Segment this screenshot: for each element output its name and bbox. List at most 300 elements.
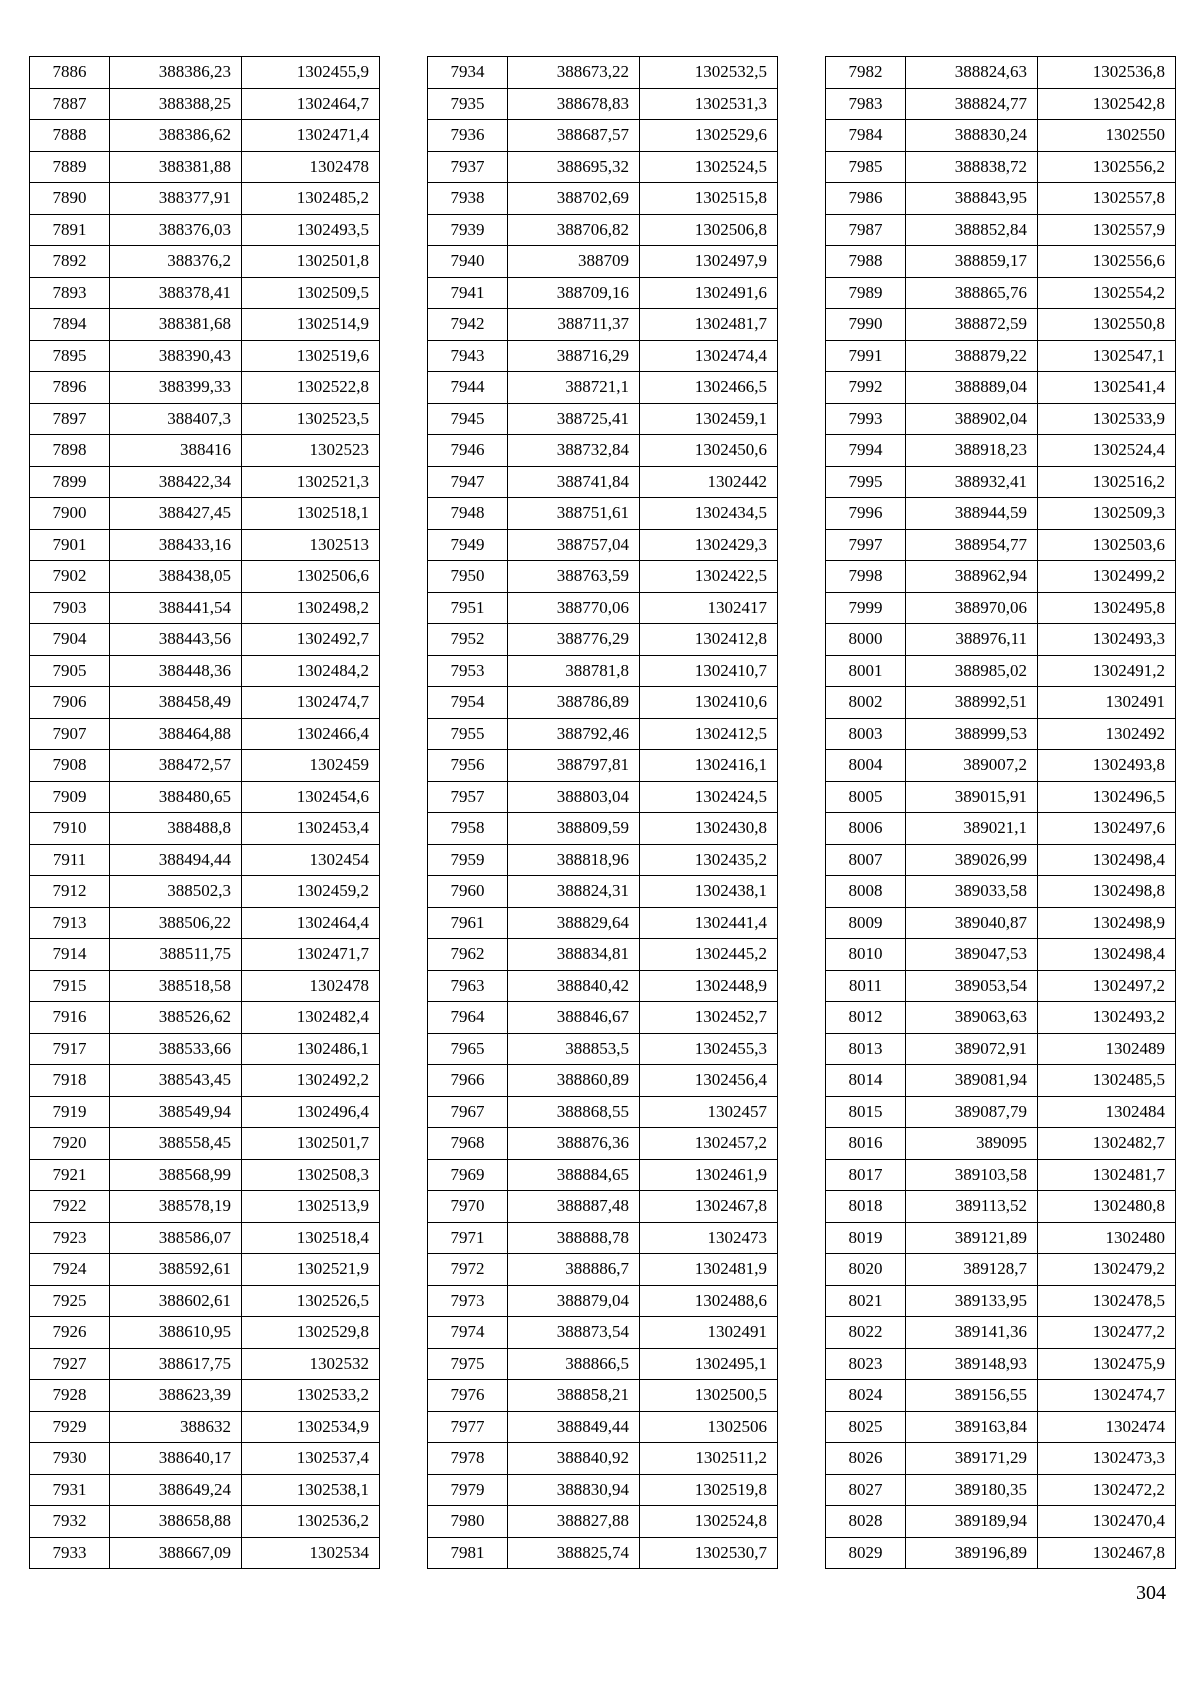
point-number-cell: 7955: [428, 718, 508, 750]
y-coordinate-cell: 1302461,9: [640, 1159, 778, 1191]
table-row: [826, 1537, 1176, 1569]
y-coordinate-cell: 1302511,2: [640, 1443, 778, 1475]
y-coordinate-cell: 1302515,8: [640, 183, 778, 215]
x-coordinate-cell: 388757,04: [508, 529, 640, 561]
x-coordinate-cell: 388506,22: [110, 907, 242, 939]
table-row: [30, 781, 380, 813]
y-coordinate-cell: 1302499,2: [1038, 561, 1176, 593]
table-row: [826, 57, 1176, 89]
point-number-cell: 7998: [826, 561, 906, 593]
table-row: [826, 466, 1176, 498]
x-coordinate-cell: 388976,11: [906, 624, 1038, 656]
point-number-cell: 8008: [826, 876, 906, 908]
point-number-cell: 7979: [428, 1474, 508, 1506]
point-number-cell: 7918: [30, 1065, 110, 1097]
y-coordinate-cell: 1302486,1: [242, 1033, 380, 1065]
point-number-cell: 7975: [428, 1348, 508, 1380]
y-coordinate-cell: 1302474,7: [1038, 1380, 1176, 1412]
table-row: [826, 529, 1176, 561]
x-coordinate-cell: 388840,92: [508, 1443, 640, 1475]
x-coordinate-cell: 388687,57: [508, 120, 640, 152]
table-row: [826, 1380, 1176, 1412]
table-row: [826, 624, 1176, 656]
table-row: [826, 1443, 1176, 1475]
y-coordinate-cell: 1302488,6: [640, 1285, 778, 1317]
y-coordinate-cell: 1302491,2: [1038, 655, 1176, 687]
x-coordinate-cell: 388658,88: [110, 1506, 242, 1538]
point-number-cell: 7939: [428, 214, 508, 246]
y-coordinate-cell: 1302452,7: [640, 1002, 778, 1034]
x-coordinate-cell: 388876,36: [508, 1128, 640, 1160]
x-coordinate-cell: 388533,66: [110, 1033, 242, 1065]
y-coordinate-cell: 1302524,8: [640, 1506, 778, 1538]
point-number-cell: 8002: [826, 687, 906, 719]
table-row: [428, 466, 778, 498]
point-number-cell: 7900: [30, 498, 110, 530]
x-coordinate-cell: 388422,34: [110, 466, 242, 498]
x-coordinate-cell: 388716,29: [508, 340, 640, 372]
table-row: [30, 970, 380, 1002]
y-coordinate-cell: 1302524,5: [640, 151, 778, 183]
x-coordinate-cell: 388827,88: [508, 1506, 640, 1538]
table-row: [826, 781, 1176, 813]
table-row: [826, 939, 1176, 971]
y-coordinate-cell: 1302513: [242, 529, 380, 561]
x-coordinate-cell: 388378,41: [110, 277, 242, 309]
x-coordinate-cell: 389087,79: [906, 1096, 1038, 1128]
point-number-cell: 7909: [30, 781, 110, 813]
x-coordinate-cell: 388741,84: [508, 466, 640, 498]
x-coordinate-cell: 388623,39: [110, 1380, 242, 1412]
point-number-cell: 7917: [30, 1033, 110, 1065]
table-row: [428, 340, 778, 372]
x-coordinate-cell: 389196,89: [906, 1537, 1038, 1569]
y-coordinate-cell: 1302493,3: [1038, 624, 1176, 656]
table-row: [428, 1317, 778, 1349]
x-coordinate-cell: 389040,87: [906, 907, 1038, 939]
table-row: [30, 624, 380, 656]
x-coordinate-cell: 388610,95: [110, 1317, 242, 1349]
table-row: [30, 277, 380, 309]
table-row: [826, 1254, 1176, 1286]
point-number-cell: 7914: [30, 939, 110, 971]
y-coordinate-cell: 1302492,7: [242, 624, 380, 656]
x-coordinate-cell: 388803,04: [508, 781, 640, 813]
table-row: [428, 1506, 778, 1538]
table-row: [826, 655, 1176, 687]
y-coordinate-cell: 1302453,4: [242, 813, 380, 845]
x-coordinate-cell: 388818,96: [508, 844, 640, 876]
x-coordinate-cell: 388970,06: [906, 592, 1038, 624]
table-row: [826, 88, 1176, 120]
y-coordinate-cell: 1302522,8: [242, 372, 380, 404]
y-coordinate-cell: 1302455,3: [640, 1033, 778, 1065]
table-row: [30, 750, 380, 782]
point-number-cell: 7959: [428, 844, 508, 876]
point-number-cell: 7983: [826, 88, 906, 120]
table-row: [30, 1254, 380, 1286]
point-number-cell: 8001: [826, 655, 906, 687]
point-number-cell: 7978: [428, 1443, 508, 1475]
table-row: [826, 498, 1176, 530]
table-row: [826, 1033, 1176, 1065]
x-coordinate-cell: 388586,07: [110, 1222, 242, 1254]
y-coordinate-cell: 1302430,8: [640, 813, 778, 845]
point-number-cell: 7973: [428, 1285, 508, 1317]
point-number-cell: 7927: [30, 1348, 110, 1380]
y-coordinate-cell: 1302542,8: [1038, 88, 1176, 120]
table-row: [30, 1159, 380, 1191]
point-number-cell: 7957: [428, 781, 508, 813]
point-number-cell: 7969: [428, 1159, 508, 1191]
y-coordinate-cell: 1302441,4: [640, 907, 778, 939]
y-coordinate-cell: 1302556,6: [1038, 246, 1176, 278]
point-number-cell: 8016: [826, 1128, 906, 1160]
x-coordinate-cell: 388640,17: [110, 1443, 242, 1475]
x-coordinate-cell: 388511,75: [110, 939, 242, 971]
table-row: [428, 718, 778, 750]
point-number-cell: 8025: [826, 1411, 906, 1443]
point-number-cell: 7886: [30, 57, 110, 89]
point-number-cell: 7951: [428, 592, 508, 624]
point-number-cell: 7936: [428, 120, 508, 152]
point-number-cell: 7986: [826, 183, 906, 215]
table-row: [30, 403, 380, 435]
y-coordinate-cell: 1302506,8: [640, 214, 778, 246]
y-coordinate-cell: 1302480,8: [1038, 1191, 1176, 1223]
y-coordinate-cell: 1302473: [640, 1222, 778, 1254]
point-number-cell: 7954: [428, 687, 508, 719]
point-number-cell: 7908: [30, 750, 110, 782]
table-row: [428, 403, 778, 435]
table-row: [30, 214, 380, 246]
table-row: [428, 1254, 778, 1286]
table-row: [826, 1348, 1176, 1380]
point-number-cell: 7967: [428, 1096, 508, 1128]
y-coordinate-cell: 1302412,8: [640, 624, 778, 656]
point-number-cell: 8012: [826, 1002, 906, 1034]
table-row: [826, 403, 1176, 435]
y-coordinate-cell: 1302501,7: [242, 1128, 380, 1160]
y-coordinate-cell: 1302454,6: [242, 781, 380, 813]
x-coordinate-cell: 388388,25: [110, 88, 242, 120]
point-number-cell: 8015: [826, 1096, 906, 1128]
x-coordinate-cell: 388568,99: [110, 1159, 242, 1191]
table-row: [826, 718, 1176, 750]
y-coordinate-cell: 1302503,6: [1038, 529, 1176, 561]
point-number-cell: 7996: [826, 498, 906, 530]
x-coordinate-cell: 388578,19: [110, 1191, 242, 1223]
y-coordinate-cell: 1302523,5: [242, 403, 380, 435]
point-number-cell: 7994: [826, 435, 906, 467]
y-coordinate-cell: 1302498,2: [242, 592, 380, 624]
y-coordinate-cell: 1302467,8: [640, 1191, 778, 1223]
table-row: [428, 1128, 778, 1160]
point-number-cell: 8027: [826, 1474, 906, 1506]
x-coordinate-cell: 389103,58: [906, 1159, 1038, 1191]
table-row: [30, 309, 380, 341]
table-row: [30, 1537, 380, 1569]
point-number-cell: 7937: [428, 151, 508, 183]
x-coordinate-cell: 388721,1: [508, 372, 640, 404]
x-coordinate-cell: 388443,56: [110, 624, 242, 656]
point-number-cell: 8014: [826, 1065, 906, 1097]
y-coordinate-cell: 1302516,2: [1038, 466, 1176, 498]
table-row: [30, 939, 380, 971]
point-number-cell: 7910: [30, 813, 110, 845]
point-number-cell: 7972: [428, 1254, 508, 1286]
table-row: [30, 183, 380, 215]
point-number-cell: 7984: [826, 120, 906, 152]
page-number: 304: [1136, 1582, 1166, 1604]
x-coordinate-cell: 388407,3: [110, 403, 242, 435]
point-number-cell: 7950: [428, 561, 508, 593]
table-row: [826, 907, 1176, 939]
x-coordinate-cell: 389021,1: [906, 813, 1038, 845]
x-coordinate-cell: 388872,59: [906, 309, 1038, 341]
table-row: [826, 1506, 1176, 1538]
table-row: [30, 907, 380, 939]
y-coordinate-cell: 1302471,4: [242, 120, 380, 152]
table-row: [428, 1065, 778, 1097]
y-coordinate-cell: 1302534: [242, 1537, 380, 1569]
point-number-cell: 7907: [30, 718, 110, 750]
point-number-cell: 7902: [30, 561, 110, 593]
point-number-cell: 7919: [30, 1096, 110, 1128]
point-number-cell: 7920: [30, 1128, 110, 1160]
point-number-cell: 7947: [428, 466, 508, 498]
point-number-cell: 7895: [30, 340, 110, 372]
table-row: [428, 844, 778, 876]
y-coordinate-cell: 1302466,4: [242, 718, 380, 750]
y-coordinate-cell: 1302471,7: [242, 939, 380, 971]
table-row: [826, 1411, 1176, 1443]
x-coordinate-cell: 388858,21: [508, 1380, 640, 1412]
y-coordinate-cell: 1302496,4: [242, 1096, 380, 1128]
y-coordinate-cell: 1302519,6: [242, 340, 380, 372]
table-row: [30, 1474, 380, 1506]
table-row: [826, 1317, 1176, 1349]
x-coordinate-cell: 388865,76: [906, 277, 1038, 309]
table-row: [30, 120, 380, 152]
y-coordinate-cell: 1302442: [640, 466, 778, 498]
y-coordinate-cell: 1302496,5: [1038, 781, 1176, 813]
y-coordinate-cell: 1302464,4: [242, 907, 380, 939]
table-row: [428, 1191, 778, 1223]
y-coordinate-cell: 1302459: [242, 750, 380, 782]
x-coordinate-cell: 388706,82: [508, 214, 640, 246]
table-row: [30, 876, 380, 908]
table-row: [428, 88, 778, 120]
point-number-cell: 7960: [428, 876, 508, 908]
y-coordinate-cell: 1302457: [640, 1096, 778, 1128]
point-number-cell: 7938: [428, 183, 508, 215]
table-row: [826, 1474, 1176, 1506]
x-coordinate-cell: 388602,61: [110, 1285, 242, 1317]
x-coordinate-cell: 389180,35: [906, 1474, 1038, 1506]
table-row: [30, 529, 380, 561]
x-coordinate-cell: 388390,43: [110, 340, 242, 372]
point-number-cell: 7999: [826, 592, 906, 624]
x-coordinate-cell: 388886,7: [508, 1254, 640, 1286]
y-coordinate-cell: 1302523: [242, 435, 380, 467]
point-number-cell: 7922: [30, 1191, 110, 1223]
point-number-cell: 7997: [826, 529, 906, 561]
point-number-cell: 7911: [30, 844, 110, 876]
y-coordinate-cell: 1302493,8: [1038, 750, 1176, 782]
point-number-cell: 8028: [826, 1506, 906, 1538]
x-coordinate-cell: 388751,61: [508, 498, 640, 530]
point-number-cell: 8017: [826, 1159, 906, 1191]
table-row: [428, 750, 778, 782]
y-coordinate-cell: 1302416,1: [640, 750, 778, 782]
table-row: [826, 1285, 1176, 1317]
y-coordinate-cell: 1302514,9: [242, 309, 380, 341]
x-coordinate-cell: 388830,94: [508, 1474, 640, 1506]
x-coordinate-cell: 388825,74: [508, 1537, 640, 1569]
x-coordinate-cell: 388860,89: [508, 1065, 640, 1097]
y-coordinate-cell: 1302533,9: [1038, 403, 1176, 435]
y-coordinate-cell: 1302495,8: [1038, 592, 1176, 624]
x-coordinate-cell: 388416: [110, 435, 242, 467]
x-coordinate-cell: 388549,94: [110, 1096, 242, 1128]
x-coordinate-cell: 388985,02: [906, 655, 1038, 687]
point-number-cell: 7926: [30, 1317, 110, 1349]
point-number-cell: 8026: [826, 1443, 906, 1475]
table-row: [826, 1065, 1176, 1097]
y-coordinate-cell: 1302532,5: [640, 57, 778, 89]
point-number-cell: 7995: [826, 466, 906, 498]
x-coordinate-cell: 388381,88: [110, 151, 242, 183]
coordinate-table-2: [427, 56, 778, 1569]
y-coordinate-cell: 1302474: [1038, 1411, 1176, 1443]
y-coordinate-cell: 1302410,7: [640, 655, 778, 687]
y-coordinate-cell: 1302482,7: [1038, 1128, 1176, 1160]
table-row: [826, 592, 1176, 624]
x-coordinate-cell: 389095: [906, 1128, 1038, 1160]
table-row: [428, 939, 778, 971]
x-coordinate-cell: 388427,45: [110, 498, 242, 530]
y-coordinate-cell: 1302479,2: [1038, 1254, 1176, 1286]
y-coordinate-cell: 1302498,4: [1038, 844, 1176, 876]
table-row: [428, 1537, 778, 1569]
y-coordinate-cell: 1302412,5: [640, 718, 778, 750]
x-coordinate-cell: 389171,29: [906, 1443, 1038, 1475]
point-number-cell: 7944: [428, 372, 508, 404]
y-coordinate-cell: 1302506,6: [242, 561, 380, 593]
x-coordinate-cell: 388558,45: [110, 1128, 242, 1160]
table-row: [428, 561, 778, 593]
x-coordinate-cell: 388458,49: [110, 687, 242, 719]
table-row: [30, 57, 380, 89]
table-row: [30, 340, 380, 372]
y-coordinate-cell: 1302550,8: [1038, 309, 1176, 341]
point-number-cell: 7916: [30, 1002, 110, 1034]
table-row: [428, 813, 778, 845]
point-number-cell: 8021: [826, 1285, 906, 1317]
table-row: [428, 592, 778, 624]
y-coordinate-cell: 1302478: [242, 151, 380, 183]
table-row: [30, 1317, 380, 1349]
table-row: [30, 718, 380, 750]
y-coordinate-cell: 1302492,2: [242, 1065, 380, 1097]
x-coordinate-cell: 388792,46: [508, 718, 640, 750]
y-coordinate-cell: 1302534,9: [242, 1411, 380, 1443]
point-number-cell: 8005: [826, 781, 906, 813]
point-number-cell: 7941: [428, 277, 508, 309]
y-coordinate-cell: 1302509,3: [1038, 498, 1176, 530]
x-coordinate-cell: 388829,64: [508, 907, 640, 939]
x-coordinate-cell: 388884,65: [508, 1159, 640, 1191]
y-coordinate-cell: 1302481,9: [640, 1254, 778, 1286]
x-coordinate-cell: 388386,23: [110, 57, 242, 89]
table-row: [30, 466, 380, 498]
x-coordinate-cell: 388695,32: [508, 151, 640, 183]
x-coordinate-cell: 388464,88: [110, 718, 242, 750]
point-number-cell: 7894: [30, 309, 110, 341]
x-coordinate-cell: 388376,03: [110, 214, 242, 246]
y-coordinate-cell: 1302485,2: [242, 183, 380, 215]
y-coordinate-cell: 1302434,5: [640, 498, 778, 530]
table-row: [428, 1348, 778, 1380]
point-number-cell: 7924: [30, 1254, 110, 1286]
table-row: [30, 655, 380, 687]
x-coordinate-cell: 389148,93: [906, 1348, 1038, 1380]
x-coordinate-cell: 389128,7: [906, 1254, 1038, 1286]
x-coordinate-cell: 388592,61: [110, 1254, 242, 1286]
x-coordinate-cell: 388838,72: [906, 151, 1038, 183]
table-row: [428, 57, 778, 89]
y-coordinate-cell: 1302538,1: [242, 1474, 380, 1506]
y-coordinate-cell: 1302509,5: [242, 277, 380, 309]
point-number-cell: 7977: [428, 1411, 508, 1443]
point-number-cell: 7905: [30, 655, 110, 687]
x-coordinate-cell: 389026,99: [906, 844, 1038, 876]
table-row: [826, 120, 1176, 152]
table-row: [30, 1096, 380, 1128]
x-coordinate-cell: 389141,36: [906, 1317, 1038, 1349]
y-coordinate-cell: 1302532: [242, 1348, 380, 1380]
table-row: [30, 1222, 380, 1254]
y-coordinate-cell: 1302467,8: [1038, 1537, 1176, 1569]
y-coordinate-cell: 1302457,2: [640, 1128, 778, 1160]
coordinate-table-1: [29, 56, 380, 1569]
x-coordinate-cell: 388918,23: [906, 435, 1038, 467]
table-row: [428, 246, 778, 278]
coordinate-table-3: [825, 56, 1176, 1569]
table-row: [30, 151, 380, 183]
table-row: [428, 876, 778, 908]
y-coordinate-cell: 1302448,9: [640, 970, 778, 1002]
table-row: [30, 1380, 380, 1412]
x-coordinate-cell: 388889,04: [906, 372, 1038, 404]
x-coordinate-cell: 388824,31: [508, 876, 640, 908]
table-row: [30, 246, 380, 278]
table-row: [428, 498, 778, 530]
y-coordinate-cell: 1302537,4: [242, 1443, 380, 1475]
point-number-cell: 7974: [428, 1317, 508, 1349]
x-coordinate-cell: 388433,16: [110, 529, 242, 561]
y-coordinate-cell: 1302459,2: [242, 876, 380, 908]
table-row: [30, 1191, 380, 1223]
point-number-cell: 8000: [826, 624, 906, 656]
y-coordinate-cell: 1302482,4: [242, 1002, 380, 1034]
x-coordinate-cell: 388902,04: [906, 403, 1038, 435]
x-coordinate-cell: 388448,36: [110, 655, 242, 687]
point-number-cell: 7982: [826, 57, 906, 89]
x-coordinate-cell: 388770,06: [508, 592, 640, 624]
table-row: [826, 1191, 1176, 1223]
